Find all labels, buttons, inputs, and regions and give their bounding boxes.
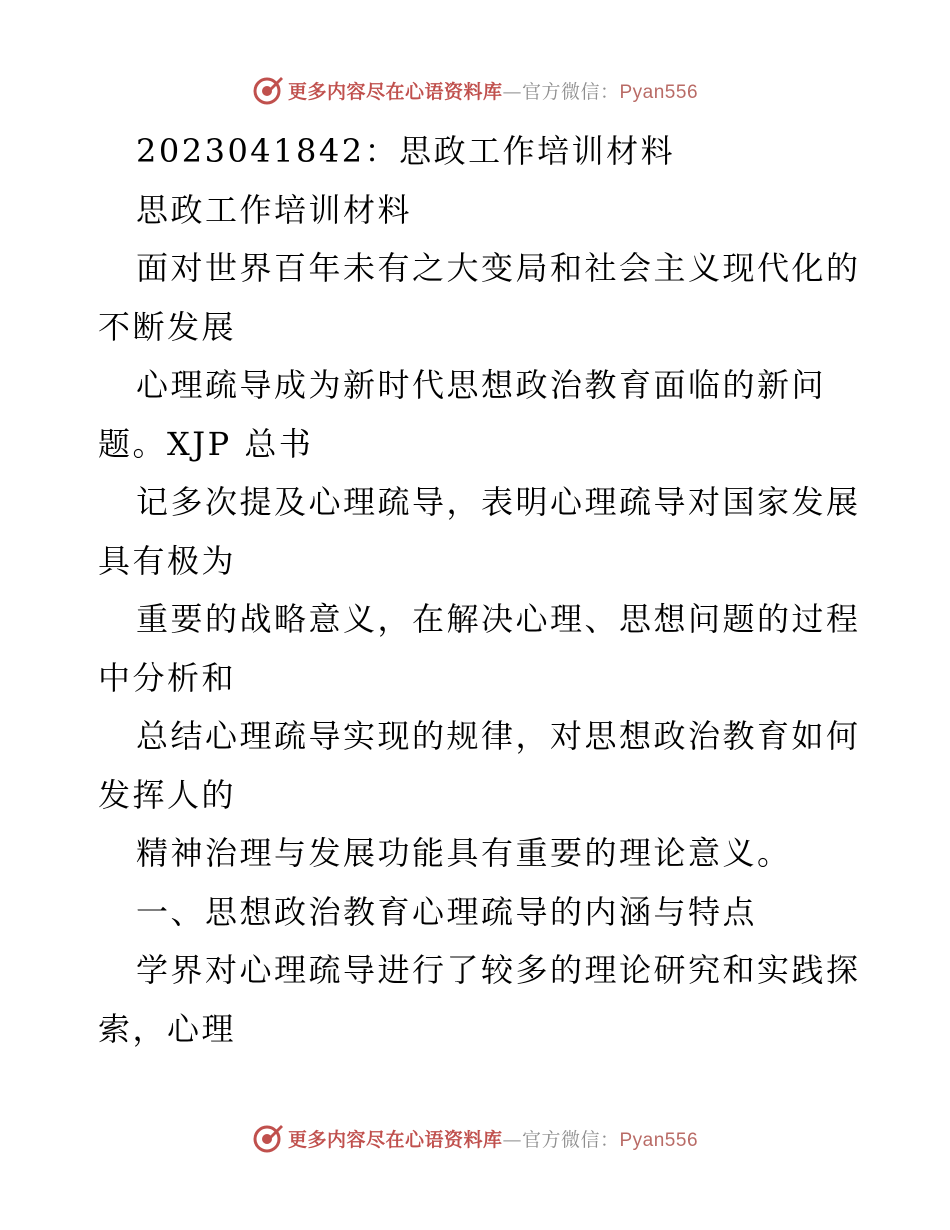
text-line: 总结心理疏导实现的规律，对思想政治教育如何	[136, 717, 861, 755]
document-title: 2023041842：思政工作培训材料	[136, 132, 676, 170]
banner-main-text: 更多内容尽在心语资料库	[287, 80, 503, 103]
text-line: 记多次提及心理疏导，表明心理疏导对国家发展	[136, 483, 861, 521]
quill-logo-icon	[252, 74, 284, 106]
banner-wechat-id: Pyan556	[619, 1129, 699, 1151]
text-line: 题。XJP 总书	[98, 424, 314, 463]
header-banner-text	[288, 77, 698, 104]
text-line: 精神治理与发展功能具有重要的理论意义。	[136, 834, 792, 872]
banner-separator: —	[502, 1128, 522, 1151]
footer-banner-text	[288, 1125, 698, 1152]
banner-label: 官方微信：	[521, 1128, 620, 1151]
quill-logo-icon	[252, 1122, 284, 1154]
text-line: 不断发展	[98, 307, 237, 346]
banner-separator: —	[502, 80, 522, 103]
banner-main-text: 更多内容尽在心语资料库	[287, 1128, 503, 1151]
text-line: 重要的战略意义，在解决心理、思想问题的过程	[136, 600, 861, 638]
section-heading: 一、思想政治教育心理疏导的内涵与特点	[136, 892, 758, 931]
banner-label: 官方微信：	[521, 80, 620, 103]
text-line: 发挥人的	[98, 775, 237, 814]
text-line: 面对世界百年未有之大变局和社会主义现代化的	[136, 249, 861, 287]
banner-wechat-id: Pyan556	[619, 81, 699, 103]
text-line: 索，心理	[98, 1009, 237, 1048]
footer-watermark-banner	[0, 1118, 950, 1158]
text-line: 心理疏导成为新时代思想政治教育面临的新问	[136, 366, 827, 404]
document-body	[98, 122, 861, 1058]
header-watermark-banner	[0, 70, 950, 110]
document-subtitle: 思政工作培训材料	[136, 190, 413, 229]
text-line: 中分析和	[98, 658, 237, 697]
text-line: 学界对心理疏导进行了较多的理论研究和实践探	[136, 951, 861, 989]
text-line: 具有极为	[98, 541, 237, 580]
